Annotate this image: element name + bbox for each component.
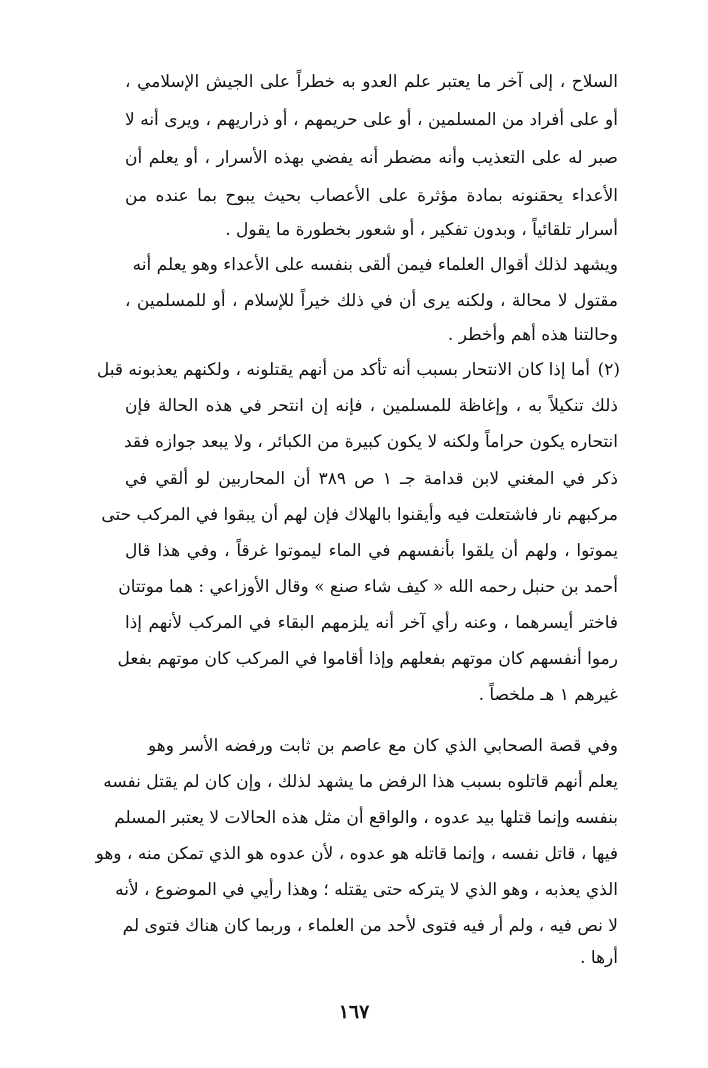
text-line: الذي يعذبه ، وهو الذي لا يتركه حتى يقتله ؛ وهذا رأيي في الموضوع ، لأنه bbox=[115, 880, 618, 900]
text-line: لا نص فيه ، ولم أر فيه فتوى لأحد من العلماء ، وربما كان هناك فتوى لم bbox=[122, 916, 618, 936]
item-number: (٢) bbox=[597, 360, 620, 380]
text-line: فاختر أيسرهما ، وعنه رأي آخر أنه يلزمهم البقاء في المركب لأنهم إذا bbox=[125, 613, 618, 633]
text-line: يموتوا ، ولهم أن يلقوا بأنفسهم في الماء ليموتوا غرقاً ، وفي هذا قال bbox=[125, 541, 618, 561]
text-line: ذلك تنكيلاً به ، وإغاظة للمسلمين ، فإنه إن انتحر في هذه الحالة فإن bbox=[125, 396, 618, 416]
text-line: غيرهم ١ هـ ملخصاً . bbox=[478, 685, 618, 705]
text-line: انتحاره يكون حراماً ولكنه لا يكون كبيرة من الكبائر ، ولا يبعد جوازه فقد bbox=[123, 432, 618, 452]
text-line: يعلم أنهم قاتلوه بسبب هذا الرفض ما يشهد لذلك ، وإن كان لم يقتل نفسه bbox=[103, 772, 618, 792]
text-line: ويشهد لذلك أقوال العلماء فيمن ألقى بنفسه على الأعداء وهو يعلم أنه bbox=[132, 255, 618, 275]
text-line: ذكر في المغني لابن قدامة جـ ١ ص ٣٨٩ أن المحاربين لو ألقي في bbox=[125, 469, 618, 489]
text-line: أحمد بن حنبل رحمه الله « كيف شاء صنع » وقال الأوزاعي : هما موتتان bbox=[118, 577, 618, 597]
text-line: أسرار تلقائياً ، وبدون تفكير ، أو شعور بخطورة ما يقول . bbox=[225, 220, 618, 240]
text-line: الأعداء يحقنونه بمادة مؤثرة على الأعصاب بحيث يبوح بما عنده من bbox=[125, 186, 618, 206]
page-number: ١٦٧ bbox=[338, 1001, 370, 1023]
text-line: رموا أنفسهم كان موتهم بفعلهم وإذا أقاموا في المركب كان موتهم بفعل bbox=[117, 649, 618, 669]
text-line: السلاح ، إلى آخر ما يعتبر علم العدو به خطراً على الجيش الإسلامي ، bbox=[125, 72, 618, 92]
text-line: مركبهم نار فاشتعلت فيه وأيقنوا بالهلاك فإن لهم أن يبقوا في المركب حتى bbox=[101, 505, 618, 525]
text-line: فيها ، قاتل نفسه ، وإنما قاتله هو عدوه ، لأن عدوه هو الذي تمكن منه ، وهو bbox=[95, 844, 618, 864]
text-line: مقتول لا محالة ، ولكنه يرى أن في ذلك خيراً للإسلام ، أو للمسلمين ، bbox=[125, 291, 618, 311]
text-line: وفي قصة الصحابي الذي كان مع عاصم بن ثابت ورفضه الأسر وهو bbox=[148, 736, 618, 756]
text-line: أرها . bbox=[580, 948, 618, 968]
text-line: بنفسه وإنما قتلها بيد عدوه ، والواقع أن مثل هذه الحالات لا يعتبر المسلم bbox=[114, 808, 618, 828]
text-line: أما إذا كان الانتحار بسبب أنه تأكد من أنهم يقتلونه ، ولكنهم يعذبونه قبل bbox=[96, 360, 590, 380]
text-line: صبر له على التعذيب وأنه مضطر أنه يفضي بهذه الأسرار ، أو يعلم أن bbox=[125, 148, 618, 168]
text-line: أو على أفراد من المسلمين ، أو على حريمهم ، أو ذراريهم ، ويرى أنه لا bbox=[125, 110, 618, 130]
text-line: وحالتنا هذه أهم وأخطر . bbox=[447, 325, 618, 345]
